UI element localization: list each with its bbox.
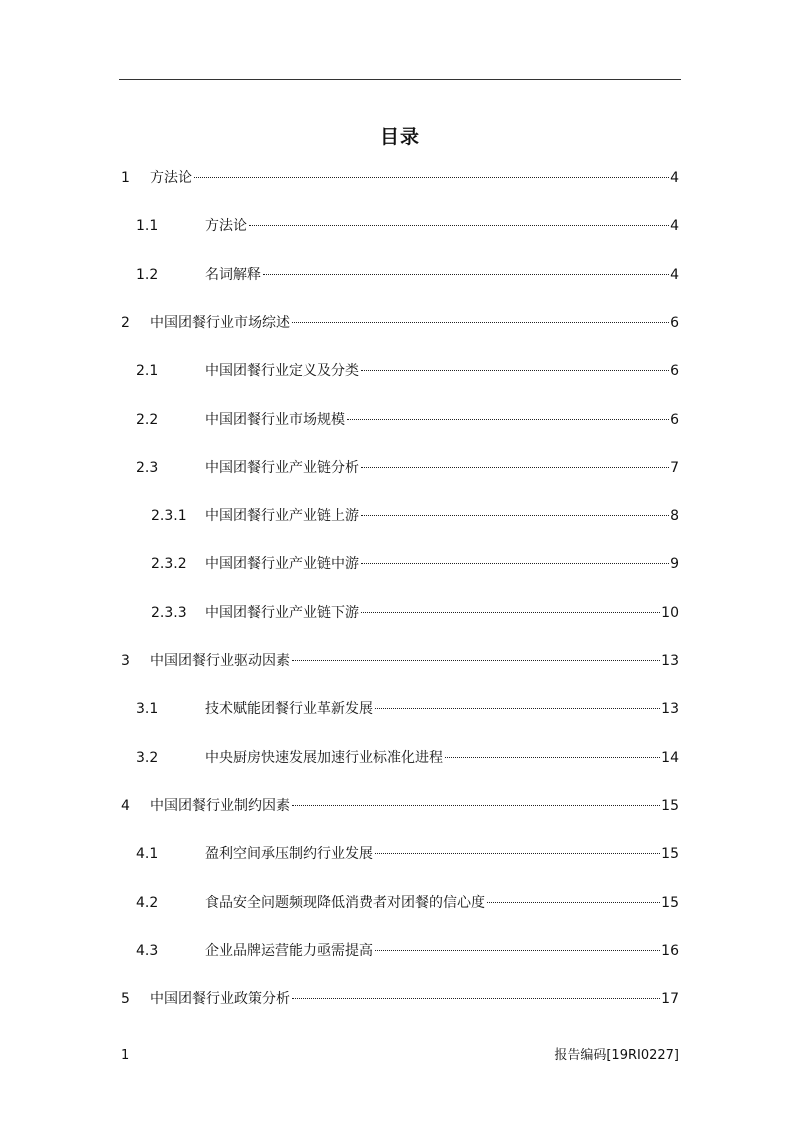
toc-entry[interactable] xyxy=(119,602,679,624)
toc-entry-line xyxy=(150,650,679,672)
toc-dot-leader xyxy=(445,757,660,758)
toc-dot-leader xyxy=(375,708,660,709)
toc-entry-line xyxy=(205,457,679,479)
toc-entry-number: 1.1 xyxy=(136,218,159,234)
toc-entry[interactable] xyxy=(119,988,679,1010)
toc-entry[interactable] xyxy=(119,843,679,865)
toc-entry-title: 中国团餐行业驱动因素 xyxy=(150,653,290,669)
toc-entry-page: 6 xyxy=(670,412,679,428)
toc-entry-line xyxy=(150,988,679,1010)
toc-dot-leader xyxy=(194,177,669,178)
toc-entry[interactable] xyxy=(119,360,679,382)
toc-entry-line xyxy=(205,747,679,769)
toc-entry-number: 2.1 xyxy=(136,363,159,379)
page-footer xyxy=(119,1046,681,1066)
toc-entry-line xyxy=(205,264,679,286)
toc-dot-leader xyxy=(375,853,660,854)
toc-entry-page: 15 xyxy=(661,798,679,814)
toc-entry-page: 14 xyxy=(661,750,679,766)
toc-entry-title: 中国团餐行业产业链上游 xyxy=(205,508,359,524)
toc-entry-title: 中国团餐行业市场规模 xyxy=(205,412,345,428)
toc-entry-page: 16 xyxy=(661,943,679,959)
toc-entry[interactable] xyxy=(119,795,679,817)
toc-dot-leader xyxy=(292,322,669,323)
toc-entry-number: 3 xyxy=(121,653,130,669)
toc-entry-title: 食品安全问题频现降低消费者对团餐的信心度 xyxy=(205,895,485,911)
toc-dot-leader xyxy=(292,998,660,999)
toc-dot-leader xyxy=(347,419,669,420)
toc-dot-leader xyxy=(375,950,660,951)
toc-entry-title: 盈利空间承压制约行业发展 xyxy=(205,846,373,862)
toc-entry-number: 3.2 xyxy=(136,750,159,766)
toc-entry-page: 4 xyxy=(670,267,679,283)
toc-entry-page: 9 xyxy=(670,556,679,572)
toc-title: 目录 xyxy=(379,126,420,148)
toc-entry-title: 方法论 xyxy=(205,218,247,234)
toc-dot-leader xyxy=(292,660,660,661)
toc-entry[interactable] xyxy=(119,892,679,914)
toc-entry[interactable] xyxy=(119,747,679,769)
toc-entry-page: 7 xyxy=(670,460,679,476)
toc-entry-page: 17 xyxy=(661,991,679,1007)
toc-entry-title: 名词解释 xyxy=(205,267,261,283)
toc-dot-leader xyxy=(249,225,669,226)
toc-entry-title: 中国团餐行业市场综述 xyxy=(150,315,290,331)
toc-entry[interactable] xyxy=(119,553,679,575)
toc-entry-number: 4.2 xyxy=(136,895,159,911)
toc-entry-title: 中国团餐行业产业链分析 xyxy=(205,460,359,476)
footer-page-number: 1 xyxy=(121,1048,130,1063)
toc-entry-line xyxy=(150,795,679,817)
toc-entry-line xyxy=(205,843,679,865)
toc-entry-title: 中国团餐行业产业链下游 xyxy=(205,605,359,621)
toc-entry[interactable] xyxy=(119,650,679,672)
toc-dot-leader xyxy=(292,805,660,806)
toc-dot-leader xyxy=(361,612,660,613)
toc-entry-title: 中央厨房快速发展加速行业标准化进程 xyxy=(205,750,443,766)
toc-entry-title: 方法论 xyxy=(150,170,192,186)
toc-entry[interactable] xyxy=(119,940,679,962)
toc-entry-number: 2 xyxy=(121,315,130,331)
toc-entry[interactable] xyxy=(119,167,679,189)
toc-entry-line xyxy=(205,892,679,914)
toc-entry-line xyxy=(205,553,679,575)
toc-entry[interactable] xyxy=(119,698,679,720)
toc-dot-leader xyxy=(487,902,660,903)
toc-entry-line xyxy=(150,167,679,189)
toc-entry-line xyxy=(205,602,679,624)
toc-entry-page: 13 xyxy=(661,653,679,669)
toc-entry-number: 1 xyxy=(121,170,130,186)
toc-entry-page: 4 xyxy=(670,218,679,234)
toc-entry-number: 2.3.2 xyxy=(151,556,187,572)
toc-entry-number: 4.1 xyxy=(136,846,159,862)
toc-entry-page: 6 xyxy=(670,363,679,379)
toc-entry-title: 中国团餐行业政策分析 xyxy=(150,991,290,1007)
toc-entry-title: 技术赋能团餐行业革新发展 xyxy=(205,701,373,717)
toc-entry-page: 8 xyxy=(670,508,679,524)
toc-entry-page: 15 xyxy=(661,846,679,862)
toc-entry-page: 6 xyxy=(670,315,679,331)
toc-entry-page: 4 xyxy=(670,170,679,186)
header-rule xyxy=(119,79,681,80)
toc-entry[interactable] xyxy=(119,505,679,527)
toc-dot-leader xyxy=(263,274,669,275)
toc-entry-number: 3.1 xyxy=(136,701,159,717)
toc-entry-title: 企业品牌运营能力亟需提高 xyxy=(205,943,373,959)
toc-entry[interactable] xyxy=(119,457,679,479)
toc-entry-title: 中国团餐行业产业链中游 xyxy=(205,556,359,572)
toc-entry-number: 2.3.1 xyxy=(151,508,187,524)
toc-entry[interactable] xyxy=(119,264,679,286)
toc-entry-title: 中国团餐行业定义及分类 xyxy=(205,363,359,379)
toc-entry-number: 5 xyxy=(121,991,130,1007)
toc-dot-leader xyxy=(361,563,669,564)
toc-entry-line xyxy=(205,360,679,382)
toc-entry-page: 10 xyxy=(661,605,679,621)
toc-entry-line xyxy=(150,312,679,334)
toc-entry-page: 15 xyxy=(661,895,679,911)
toc-entry-line xyxy=(205,698,679,720)
toc-entry-line xyxy=(205,505,679,527)
toc-dot-leader xyxy=(361,467,669,468)
toc-entry-line xyxy=(205,940,679,962)
toc-entry[interactable] xyxy=(119,312,679,334)
toc-dot-leader xyxy=(361,370,669,371)
toc-entry-page: 13 xyxy=(661,701,679,717)
toc-entry[interactable] xyxy=(119,215,679,237)
toc-entry[interactable] xyxy=(119,409,679,431)
toc-entry-number: 2.3 xyxy=(136,460,159,476)
toc-entry-number: 2.3.3 xyxy=(151,605,187,621)
toc-entry-number: 4.3 xyxy=(136,943,159,959)
toc-entry-number: 2.2 xyxy=(136,412,159,428)
toc-entry-number: 1.2 xyxy=(136,267,159,283)
toc-entry-title: 中国团餐行业制约因素 xyxy=(150,798,290,814)
footer-report-code: 报告编码[19RI0227] xyxy=(554,1048,679,1063)
toc-entry-line xyxy=(205,215,679,237)
toc-dot-leader xyxy=(361,515,669,516)
toc-entry-number: 4 xyxy=(121,798,130,814)
toc-entry-line xyxy=(205,409,679,431)
